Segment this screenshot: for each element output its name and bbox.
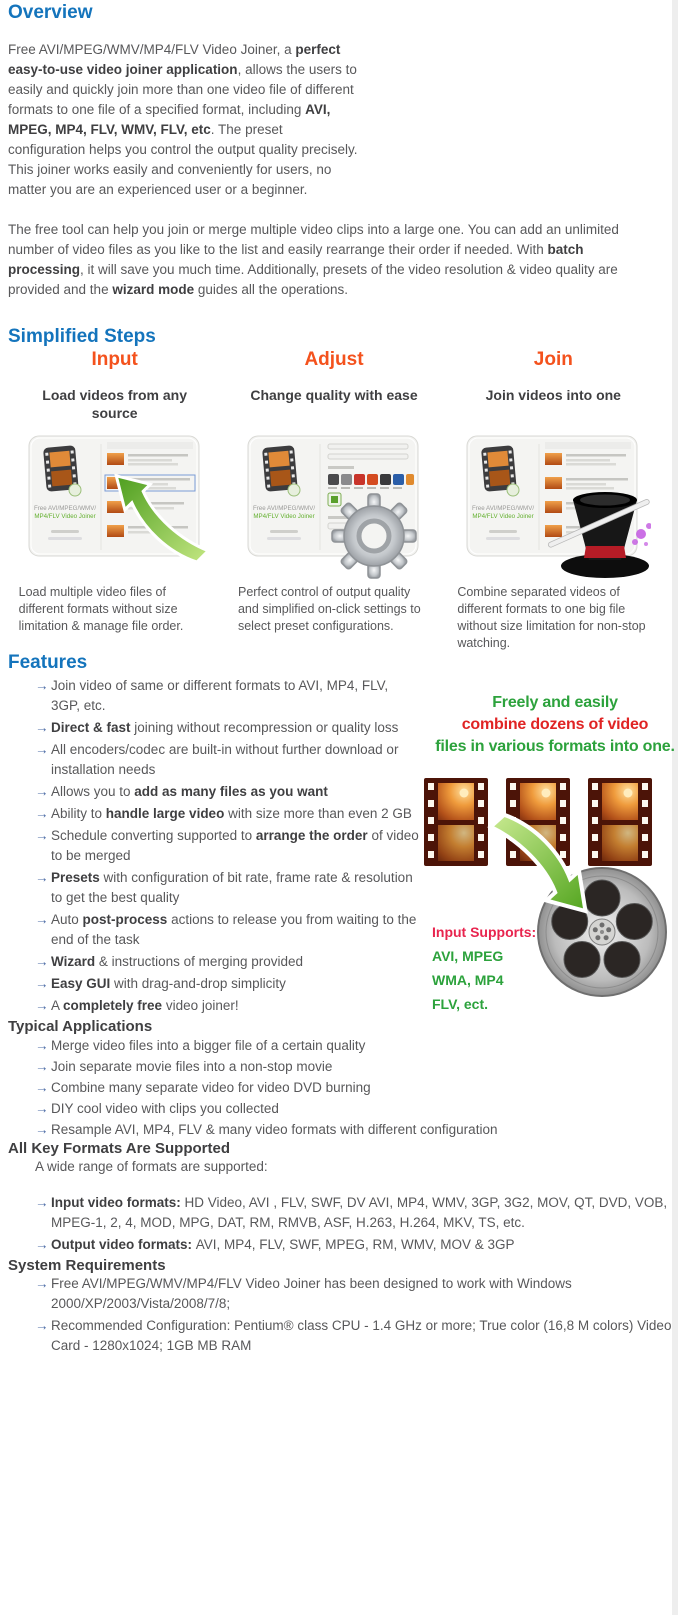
feature-item: [35, 826, 420, 866]
gear-icon: [332, 494, 416, 578]
input-supports-label: Input Supports:: [432, 924, 537, 940]
input-supports-line: AVI, MPEG: [432, 948, 504, 964]
feature-item: [35, 740, 420, 780]
applications-list: [8, 1035, 658, 1140]
format-item: [35, 1193, 678, 1233]
feature-text: Easy GUI with drag-and-drop simplicity: [51, 976, 286, 991]
arrow-bullet-icon: →: [35, 742, 49, 757]
system-requirements-heading: System Requirements: [8, 1257, 166, 1274]
step-subtitle: Change quality with ease: [250, 387, 418, 403]
arrow-bullet-icon: →: [35, 1237, 49, 1252]
application-text: Resample AVI, MP4, FLV & many video formats with different configuration: [51, 1122, 498, 1137]
app-label-line1: Free AVI/MPEG/WMV/: [33, 505, 96, 512]
input-supports-line: FLV, ect.: [432, 996, 489, 1012]
step-column: [10, 348, 219, 652]
feature-item: [35, 910, 420, 950]
input-supports-block: [432, 920, 536, 1016]
typical-applications-heading: Typical Applications: [8, 1018, 153, 1035]
feature-text: All encoders/codec are built-in without further download or installation needs: [51, 742, 399, 777]
features-section: [8, 674, 675, 1018]
overview-paragraph: Free AVI/MPEG/WMV/MP4/FLV Video Joiner, a perfect easy-to-use video joiner application, allows the users to easily and quickly join more than one video file of different formats to one file of a specified format, including AVI, MPEG, MP4, FLV, WMV, FLV, etc. The preset configuration helps you control the output quality precisely. This joiner works easily and conveniently for users, no matter you are an experienced user or a beginner.: [8, 42, 358, 197]
logo-arrow-badge-icon: [507, 484, 519, 496]
features-list: [8, 674, 420, 1018]
arrow-bullet-icon: →: [35, 1080, 49, 1095]
feature-text: A completely free video joiner!: [51, 998, 239, 1013]
arrow-bullet-icon: →: [35, 1038, 49, 1053]
feature-item: [35, 676, 420, 716]
feature-item: [35, 974, 420, 994]
system-requirement-item: [35, 1316, 678, 1356]
promo-tagline: Freely and easily: [492, 694, 618, 711]
feature-text: Ability to handle large video with size more than even 2 GB: [51, 806, 412, 821]
arrow-bullet-icon: →: [35, 870, 49, 885]
application-text: DIY cool video with clips you collected: [51, 1101, 279, 1116]
app-label-line1: Free AVI/MPEG/WMV/: [472, 505, 535, 512]
step-screenshot: [17, 432, 213, 580]
arrow-bullet-icon: →: [35, 1059, 49, 1074]
logo-arrow-badge-icon: [69, 484, 81, 496]
promo-taglines: [420, 692, 678, 758]
system-requirements-list: [8, 1274, 678, 1356]
app-window-graphic: [17, 432, 213, 580]
promo-graphic: [420, 774, 678, 1014]
logo-arrow-badge-icon: [288, 484, 300, 496]
arrow-bullet-icon: →: [35, 806, 49, 821]
promo-tagline: combine dozens of video: [461, 716, 649, 733]
arrow-bullet-icon: →: [35, 954, 49, 969]
feature-text: Join video of same or different formats to AVI, MP4, FLV, 3GP, etc.: [51, 678, 389, 713]
application-text: Combine many separate video for video DVD burning: [51, 1080, 371, 1095]
formats-list: [8, 1193, 678, 1255]
step-column: [449, 348, 658, 652]
step-title: Input: [91, 349, 138, 370]
promo-tagline: files in various formats into one.: [435, 738, 675, 755]
arrow-bullet-icon: →: [35, 998, 49, 1013]
feature-item: [35, 952, 420, 972]
application-item: [35, 1098, 658, 1119]
formats-intro: A wide range of formats are supported:: [35, 1159, 268, 1174]
application-item: [35, 1119, 658, 1140]
feature-text: Auto post-process actions to release you from waiting to the end of the task: [51, 912, 417, 947]
arrow-bullet-icon: →: [35, 678, 49, 693]
app-label-line2: MP4/FLV Video Joiner: [253, 513, 315, 520]
step-column: [229, 348, 438, 652]
feature-item: [35, 996, 420, 1016]
features-heading: Features: [8, 652, 88, 673]
feature-item: [35, 804, 420, 824]
intro-paragraph: The free tool can help you join or merge multiple video clips into a large one. You can add an unlimited number of video files as you like to the list and easily rearrange their order if needed. With batch processing, it will save you much time. Additionally, presets of the video resolution & video quality are provided and the wizard mode guides all the operations.: [8, 222, 619, 297]
arrow-bullet-icon: →: [35, 1318, 49, 1333]
arrow-bullet-icon: →: [35, 912, 49, 927]
feature-text: Presets with configuration of bit rate, frame rate & resolution to get the best quality: [51, 870, 413, 905]
step-caption: Combine separated videos of different formats to one big file without size limitation for non-stop watching.: [457, 585, 646, 650]
step-caption: Perfect control of output quality and simplified on-click settings to select preset configurations.: [237, 585, 421, 633]
simplified-steps-heading: Simplified Steps: [8, 326, 156, 347]
system-requirement-text: Free AVI/MPEG/WMV/MP4/FLV Video Joiner has been designed to work with Windows 2000/XP/2003/Vista/2008/7/8;: [51, 1276, 572, 1311]
step-subtitle: Join videos into one: [485, 387, 621, 403]
arrow-bullet-icon: →: [35, 828, 49, 843]
arrow-bullet-icon: →: [35, 1122, 49, 1137]
format-text: Input video formats: HD Video, AVI , FLV, SWF, DV AVI, MP4, WMV, 3GP, 3G2, MOV, QT, DVD, VOB, MPEG-1, 2, 4, MOD, MPG, DAT, RM, RMVB, ASF, H.263, H.264, MKV, TS, etc.: [51, 1195, 668, 1230]
format-text: Output video formats: AVI, MP4, FLV, SWF, MPEG, RM, WMV, MOV & 3GP: [51, 1237, 515, 1252]
step-caption: Load multiple video files of different formats without size limitation & manage file order.: [18, 585, 184, 633]
arrow-bullet-icon: →: [35, 1101, 49, 1116]
application-item: [35, 1056, 658, 1077]
feature-text: Wizard & instructions of merging provided: [51, 954, 303, 969]
app-window-graphic: [236, 432, 432, 580]
application-text: Join separate movie files into a non-stop movie: [51, 1059, 333, 1074]
step-title: Join: [533, 349, 573, 370]
promo-panel: [420, 674, 678, 1014]
application-item: [35, 1035, 658, 1056]
application-text: Merge video files into a bigger file of a certain quality: [51, 1038, 366, 1053]
system-requirement-text: Recommended Configuration: Pentium® class CPU - 1.4 GHz or more; True color (16,8 M colors) Video Card - 1280x1024; 1GB MB RAM: [51, 1318, 672, 1353]
arrow-bullet-icon: →: [35, 1195, 49, 1210]
format-item: [35, 1235, 678, 1255]
steps-grid: [10, 348, 658, 652]
formats-heading: All Key Formats Are Supported: [8, 1140, 230, 1157]
step-screenshot: [455, 432, 651, 580]
step-screenshot: [236, 432, 432, 580]
feature-text: Allows you to add as many files as you want: [51, 784, 328, 799]
input-supports-list: [432, 944, 536, 1016]
app-window-graphic: [455, 432, 651, 580]
feature-text: Direct & fast joining without recompression or quality loss: [51, 720, 399, 735]
system-requirement-item: [35, 1274, 678, 1314]
app-label-line2: MP4/FLV Video Joiner: [33, 513, 96, 520]
arrow-bullet-icon: →: [35, 976, 49, 991]
step-subtitle: Load videos from any source: [42, 387, 187, 421]
arrow-bullet-icon: →: [35, 720, 49, 735]
app-label-line1: Free AVI/MPEG/WMV/: [252, 505, 316, 512]
app-label-line2: MP4/FLV Video Joiner: [472, 513, 534, 520]
overview-heading: Overview: [8, 2, 93, 23]
input-supports-line: WMA, MP4: [432, 972, 504, 988]
feature-text: Schedule converting supported to arrange the order of video to be merged: [51, 828, 419, 863]
step-title: Adjust: [304, 349, 364, 370]
feature-item: [35, 868, 420, 908]
application-item: [35, 1077, 658, 1098]
feature-item: [35, 718, 420, 738]
arrow-bullet-icon: →: [35, 1276, 49, 1291]
arrow-bullet-icon: →: [35, 784, 49, 799]
feature-item: [35, 782, 420, 802]
